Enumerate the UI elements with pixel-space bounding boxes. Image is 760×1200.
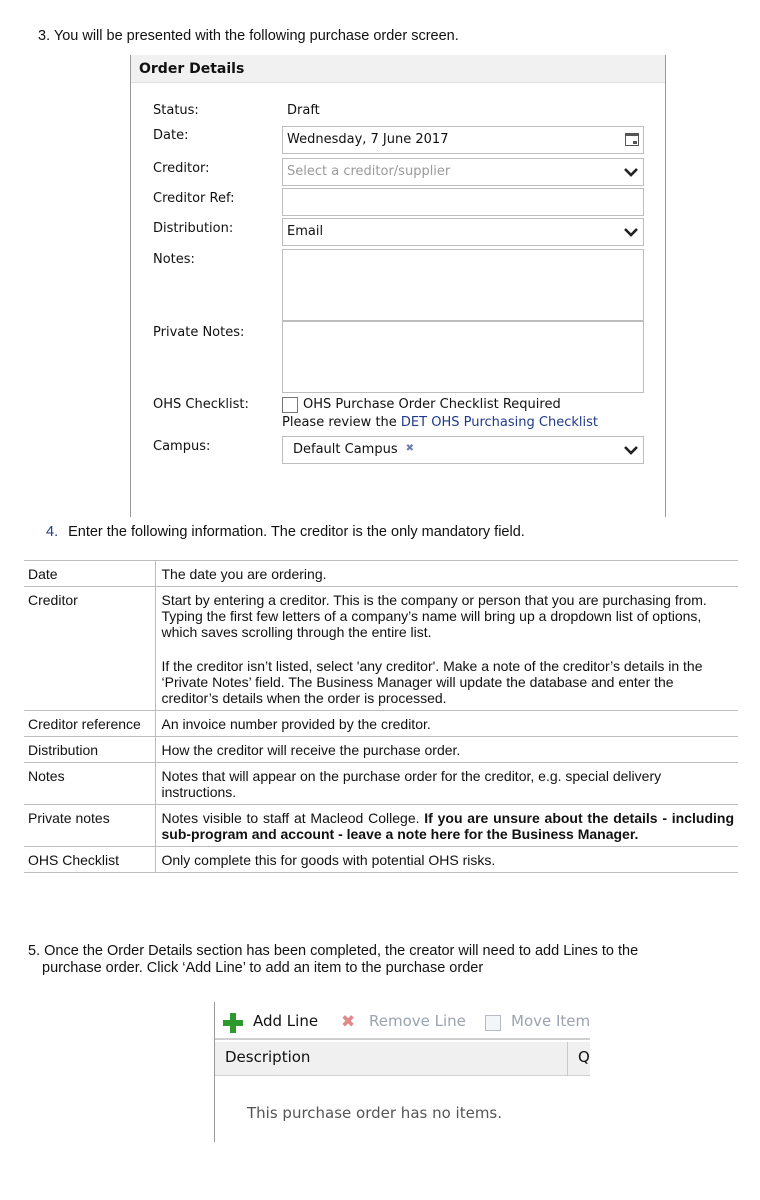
desc-notes: Notes that will appear on the purchase order for the creditor, e.g. special delivery instructions. [155, 763, 738, 805]
add-line-label: Add Line [253, 1012, 319, 1030]
distribution-select[interactable] [282, 218, 644, 246]
table-row [24, 587, 738, 711]
private-notes-textarea[interactable] [282, 321, 644, 393]
creditor-label: Creditor: [153, 161, 210, 176]
term-date: Date [24, 561, 155, 587]
move-item-label: Move Item [511, 1012, 590, 1030]
date-value: Wednesday, 7 June 2017 [287, 132, 449, 147]
order-lines-panel [214, 1002, 590, 1142]
ohs-review-text [282, 415, 598, 430]
desc-creditor-reference: An invoice number provided by the creditor. [155, 711, 738, 737]
ohs-checkbox[interactable] [282, 397, 298, 413]
calendar-icon[interactable] [625, 133, 639, 146]
creditor-ref-label: Creditor Ref: [153, 191, 235, 206]
table-row [24, 561, 738, 587]
term-distribution: Distribution [24, 737, 155, 763]
lines-toolbar [215, 1002, 590, 1040]
table-row [24, 711, 738, 737]
creditor-placeholder: Select a creditor/supplier [287, 164, 451, 179]
campus-select[interactable] [282, 436, 644, 464]
remove-line-button[interactable] [341, 1012, 466, 1030]
distribution-value: Email [287, 224, 324, 239]
desc-date: The date you are ordering. [155, 561, 738, 587]
add-line-button[interactable] [223, 1012, 318, 1030]
step-4-number: 4. [46, 524, 59, 540]
order-details-panel [130, 55, 666, 517]
status-value: Draft [287, 103, 320, 118]
step-4-body: Enter the following information. The creditor is the only mandatory field. [68, 524, 525, 540]
ohs-checkbox-label: OHS Purchase Order Checklist Required [303, 397, 561, 412]
desc-creditor [155, 587, 738, 711]
remove-tag-icon[interactable]: ✖ [405, 443, 414, 454]
column-description[interactable]: Description [225, 1048, 311, 1066]
term-private-notes: Private notes [24, 805, 155, 847]
move-item-button[interactable] [485, 1012, 590, 1030]
ohs-checklist-label: OHS Checklist: [153, 397, 249, 412]
step-3-text: 3. You will be presented with the following purchase order screen. [38, 28, 459, 44]
step-5-text [28, 943, 728, 977]
term-creditor: Creditor [24, 587, 155, 711]
campus-value: Default Campus [293, 442, 398, 457]
review-prefix: Please review the [282, 415, 401, 430]
term-notes: Notes [24, 763, 155, 805]
desc-creditor-para-2: If the creditor isn’t listed, select 'any creditor'. Make a note of the creditor’s details in the ‘Private Notes’ field. The Business Manager will update the database and enter the creditor’s details when the order is processed. [161, 658, 703, 706]
chevron-down-icon[interactable] [622, 224, 640, 240]
step-5-line-1: 5. Once the Order Details section has been completed, the creator will need to add Lines to the [28, 943, 639, 959]
plus-icon [223, 1013, 243, 1033]
date-label: Date: [153, 128, 189, 143]
table-row [24, 737, 738, 763]
desc-creditor-para-1: Start by entering a creditor. This is the company or person that you are purchasing from. Typing the first few letters of a company’s name will bring up a dropdown list of options, which saves scrolling through the entire list. [161, 592, 707, 640]
step-5-line-2: purchase order. Click ‘Add Line’ to add an item to the purchase order [42, 960, 484, 976]
field-description-table [24, 560, 738, 873]
remove-icon: ✖ [341, 1012, 356, 1032]
remove-line-label: Remove Line [369, 1012, 466, 1030]
creditor-ref-input[interactable] [282, 188, 644, 216]
chevron-down-icon[interactable] [622, 442, 640, 458]
campus-label: Campus: [153, 439, 211, 454]
date-field[interactable] [282, 126, 644, 154]
order-details-title: Order Details [131, 55, 665, 83]
creditor-select[interactable] [282, 158, 644, 186]
table-row [24, 805, 738, 847]
chevron-down-icon[interactable] [622, 164, 640, 180]
det-ohs-checklist-link[interactable]: DET OHS Purchasing Checklist [400, 415, 598, 430]
table-row [24, 763, 738, 805]
desc-private-notes [155, 805, 738, 847]
notes-label: Notes: [153, 252, 195, 267]
desc-private-notes-plain: Notes visible to staff at Macleod College. [161, 810, 425, 826]
step-4-text [46, 524, 525, 540]
lines-column-header [215, 1042, 590, 1076]
desc-distribution: How the creditor will receive the purchase order. [155, 737, 738, 763]
term-ohs-checklist: OHS Checklist [24, 847, 155, 873]
campus-tag [293, 442, 414, 457]
column-quantity[interactable]: Q [567, 1042, 590, 1076]
move-icon [485, 1015, 501, 1031]
private-notes-label: Private Notes: [153, 325, 245, 340]
distribution-label: Distribution: [153, 221, 234, 236]
notes-textarea[interactable] [282, 249, 644, 321]
status-label: Status: [153, 103, 199, 118]
empty-lines-message: This purchase order has no items. [247, 1104, 503, 1122]
desc-private-notes-bold: If you are unsure about the details - including sub-program and account - leave a note here for the Business Manager. [161, 810, 734, 842]
term-creditor-reference: Creditor reference [24, 711, 155, 737]
desc-ohs-checklist: Only complete this for goods with potential OHS risks. [155, 847, 738, 873]
table-row [24, 847, 738, 873]
